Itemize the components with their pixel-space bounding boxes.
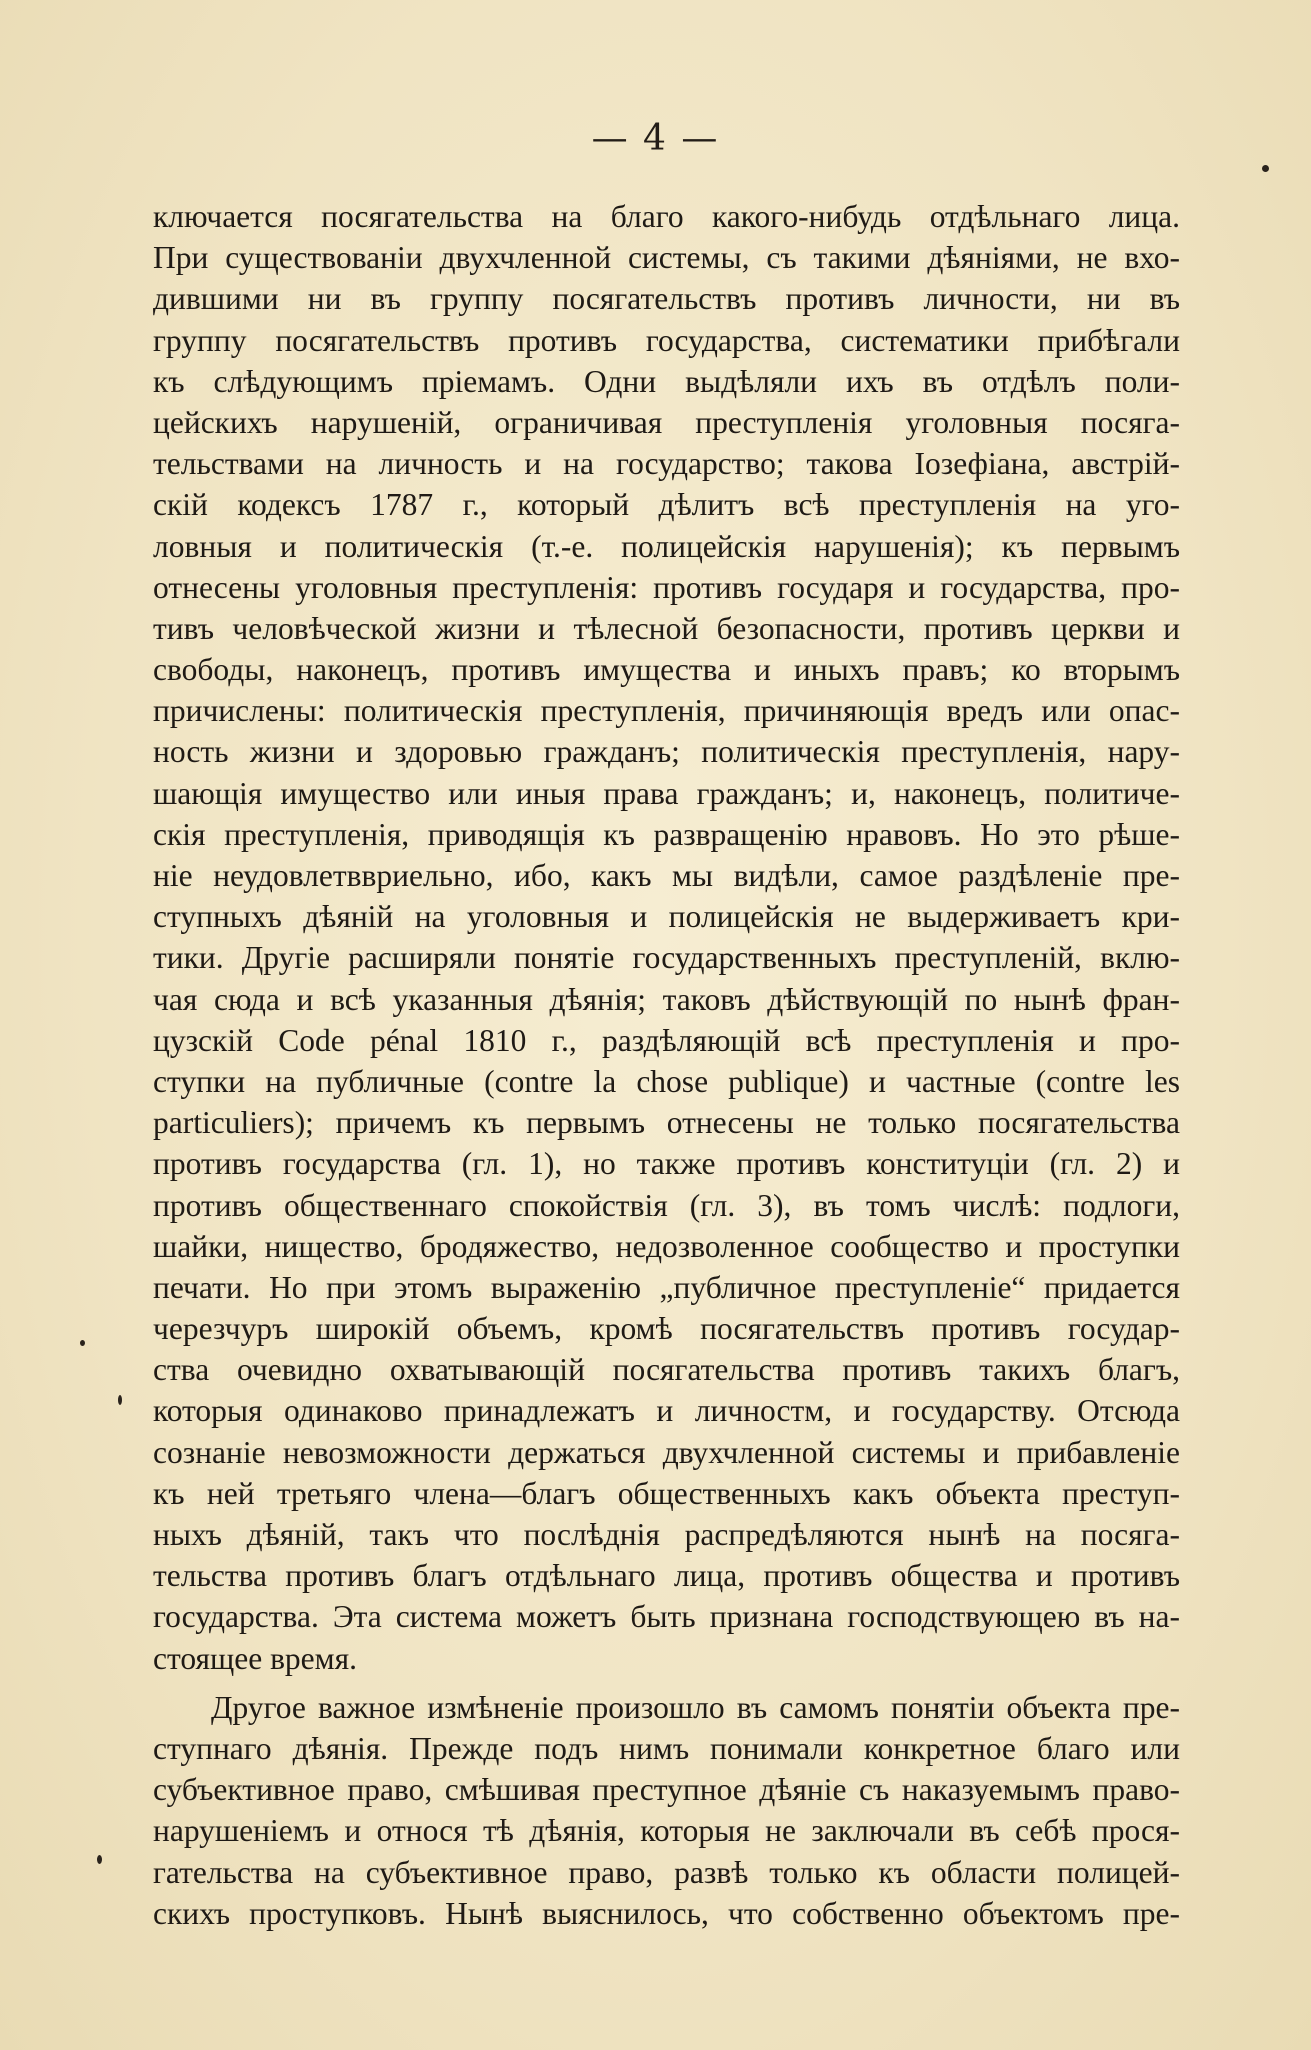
text-line: ніе неудовлетввриельно, ибо, какъ мы видѣли, самое раздѣленіе пре- bbox=[153, 858, 1180, 893]
text-line: тельства противъ благъ отдѣльнаго лица, противъ общества и противъ bbox=[153, 1558, 1180, 1594]
paragraph bbox=[153, 196, 1180, 1679]
text-line: цейскихъ нарушеній, ограничивая преступленія уголовныя посяга- bbox=[153, 404, 1180, 440]
text-line: шайки, нищество, бродяжество, недозволенное сообщество и проступки bbox=[153, 1228, 1180, 1264]
text-line: цузскій Code pénal 1810 г., раздѣляющій всѣ преступленія и про- bbox=[153, 1022, 1180, 1058]
ink-speck bbox=[118, 1395, 122, 1405]
text-line: свободы, наконецъ, противъ имущества и иныхъ правъ; ко вторымъ bbox=[153, 652, 1180, 688]
text-line: которыя одинаково принадлежатъ и личностм, и государству. Отсюда bbox=[153, 1393, 1180, 1429]
text-line: ныхъ дѣяній, такъ что послѣднія распредѣляются нынѣ на посяга- bbox=[153, 1517, 1180, 1552]
text-line: къ слѣдующимъ пріемамъ. Одни выдѣляли ихъ въ отдѣлъ поли- bbox=[153, 363, 1180, 399]
text-line: стоящее время. bbox=[153, 1640, 357, 1676]
text-line: печати. Но при этомъ выраженію „публичное преступленіе“ придается bbox=[153, 1269, 1180, 1305]
text-line: ступныхъ дѣяній на уголовныя и полицейскія не выдерживаетъ кри- bbox=[153, 899, 1180, 935]
text-line: государства. Эта система можетъ быть признана господствующею въ на- bbox=[153, 1599, 1180, 1635]
text-line: тивъ человѣческой жизни и тѣлесной безопасности, противъ церкви и bbox=[153, 610, 1180, 646]
text-line: ступнаго дѣянія. Прежде подъ нимъ понимали конкретное благо или bbox=[153, 1730, 1180, 1766]
text-line: тельствами на личность и на государство; такова Іозефіана, австрій- bbox=[153, 446, 1180, 482]
text-line: Другое важное измѣненіе произошло въ самомъ понятіи объекта пре- bbox=[211, 1689, 1180, 1725]
text-line: противъ государства (гл. 1), но также противъ конституціи (гл. 2) и bbox=[153, 1146, 1180, 1182]
ink-speck bbox=[80, 1340, 85, 1346]
text-line: гательства на субъективное право, развѣ только къ области полицей- bbox=[153, 1854, 1180, 1890]
text-line: тики. Другіе расширяли понятіе государственныхъ преступленій, вклю- bbox=[153, 940, 1180, 976]
text-line: ловныя и политическія (т.-е. полицейскія нарушенія); къ первымъ bbox=[153, 528, 1180, 564]
page-number: — 4 — bbox=[591, 118, 720, 159]
text-line: ключается посягательства на благо какого-нибудь отдѣльнаго лица. bbox=[153, 199, 1180, 234]
text-line: ступки на публичные (contre la chose publique) и частные (contre les bbox=[153, 1063, 1180, 1099]
paragraph-gap bbox=[153, 1679, 1180, 1687]
text-line: скія преступленія, приводящія къ развращенію нравовъ. Но это рѣше- bbox=[153, 816, 1180, 852]
text-line: группу посягательствъ противъ государства, систематики прибѣгали bbox=[153, 322, 1180, 358]
text-line: чая сюда и всѣ указанныя дѣянія; таковъ дѣйствующій по нынѣ фран- bbox=[153, 981, 1180, 1017]
ink-speck bbox=[97, 1855, 102, 1864]
text-line: черезчуръ широкій объемъ, кромѣ посягательствъ противъ государ- bbox=[153, 1311, 1180, 1347]
text-line: субъективное право, смѣшивая преступное дѣяніе съ наказуемымъ право- bbox=[153, 1772, 1180, 1808]
text-line: отнесены уголовныя преступленія: противъ государя и государства, про- bbox=[153, 569, 1180, 605]
text-line: ность жизни и здоровью гражданъ; политическія преступленія, нару- bbox=[153, 734, 1180, 770]
text-line: къ ней третьяго члена—благъ общественныхъ какъ объекта преступ- bbox=[153, 1475, 1180, 1511]
text-line: скихъ проступковъ. Нынѣ выяснилось, что собственно объектомъ пре- bbox=[153, 1895, 1180, 1931]
text-line: particuliers); причемъ къ первымъ отнесены не только посягательства bbox=[153, 1105, 1180, 1141]
text-line: При существованіи двухчленной системы, съ такими дѣяніями, не вхо- bbox=[153, 240, 1180, 276]
text-line: шающія имущество или иныя права гражданъ; и, наконецъ, политиче- bbox=[153, 775, 1180, 811]
text-line: противъ общественнаго спокойствія (гл. 3), въ томъ числѣ: подлоги, bbox=[153, 1187, 1180, 1223]
text-line: причислены: политическія преступленія, причиняющія вредъ или опас- bbox=[153, 693, 1180, 729]
text-line: скій кодексъ 1787 г., который дѣлитъ всѣ преступленія на уго- bbox=[153, 487, 1180, 523]
paragraph bbox=[153, 1687, 1180, 1934]
text-line: нарушеніемъ и относя тѣ дѣянія, которыя не заключали въ себѣ прося- bbox=[153, 1813, 1180, 1849]
ink-speck bbox=[1262, 165, 1269, 172]
text-line: ства очевидно охватывающій посягательства противъ такихъ благъ, bbox=[153, 1352, 1180, 1388]
text-line: дившими ни въ группу посягательствъ противъ личности, ни въ bbox=[153, 281, 1180, 317]
body-text bbox=[153, 196, 1180, 1934]
text-line: сознаніе невозможности держаться двухчленной системы и прибавленіе bbox=[153, 1434, 1180, 1470]
